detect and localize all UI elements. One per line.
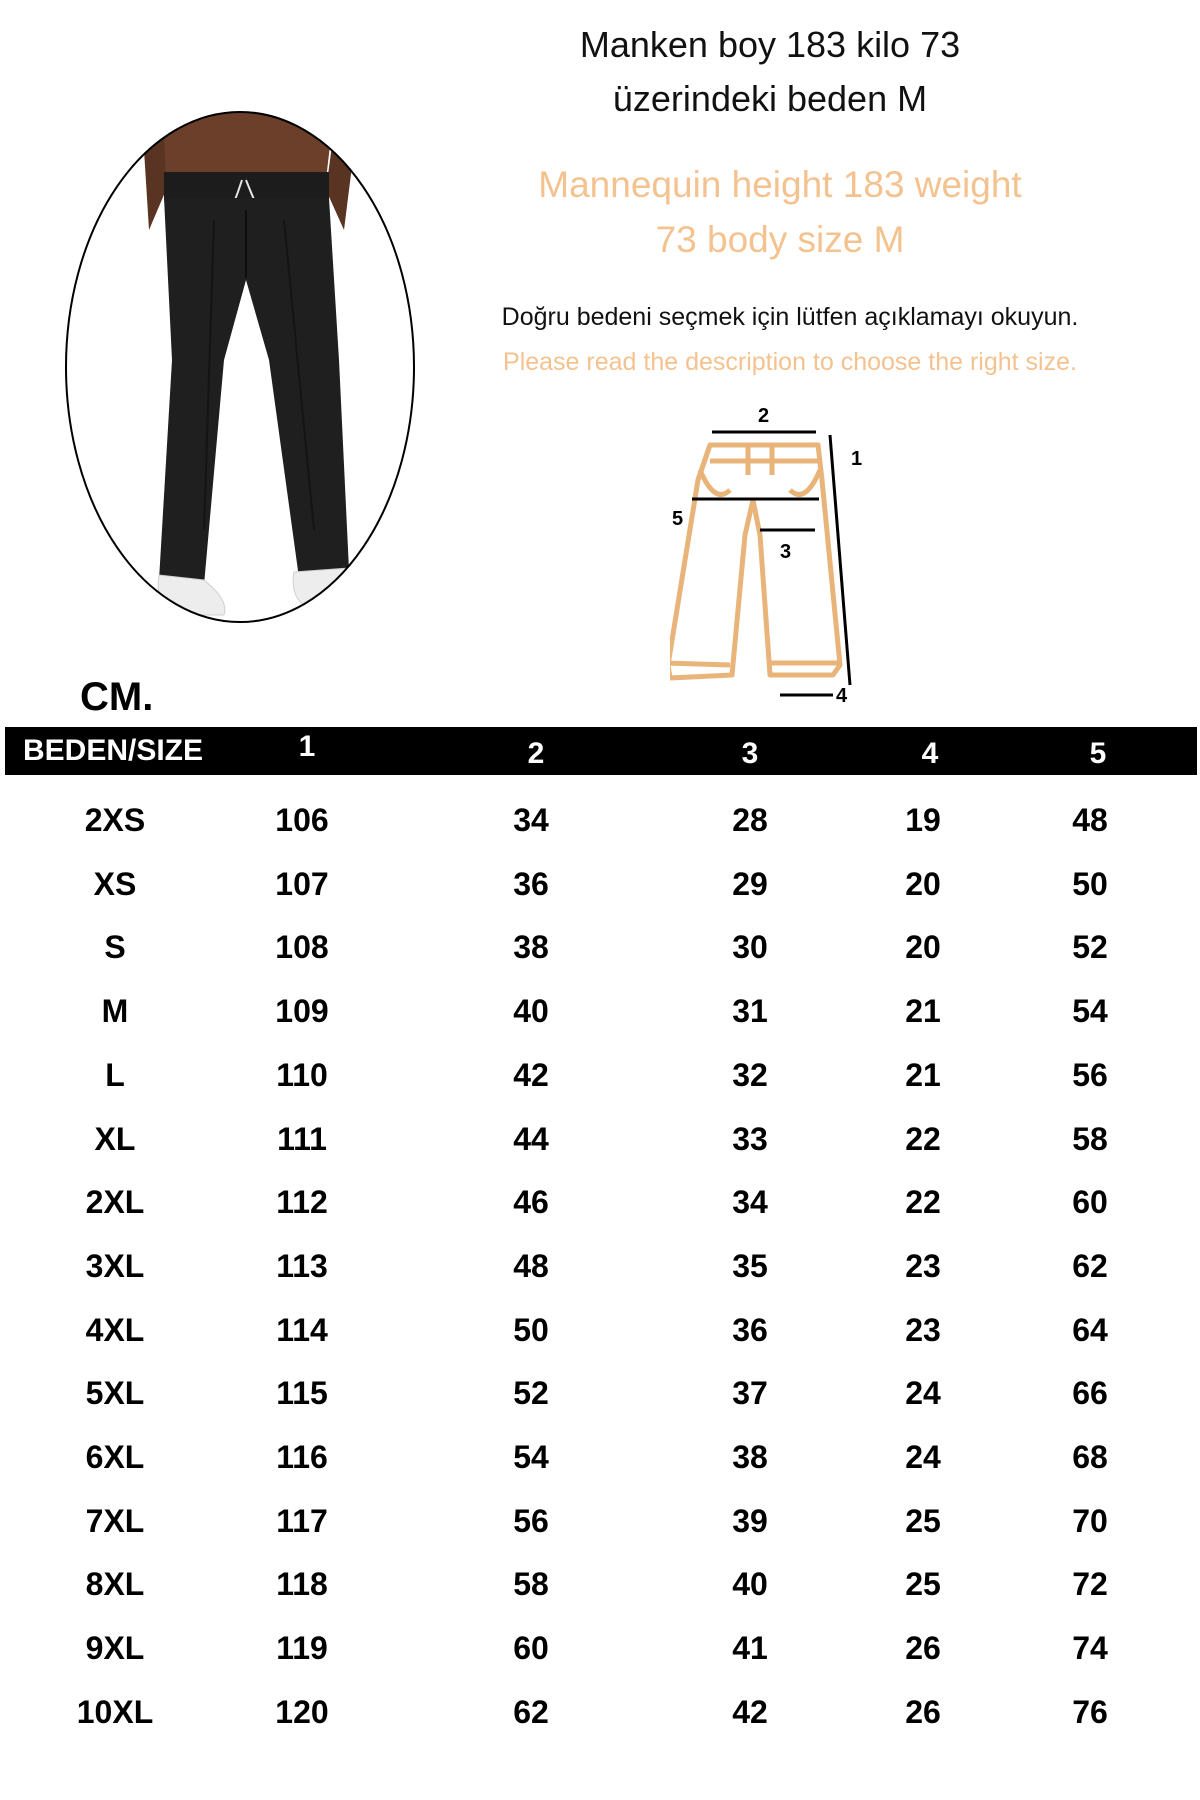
measurement-cell-5: 52 [1072, 929, 1108, 966]
measurement-cell-2: 58 [513, 1566, 549, 1603]
col-header-3: 3 [741, 737, 759, 770]
measurement-cell-4: 21 [905, 1056, 941, 1093]
size-cell: S [104, 929, 126, 966]
size-cell: XL [94, 1120, 136, 1157]
size-note-en: Please read the description to choose the right size. [503, 348, 1077, 376]
measurement-cell-3: 28 [732, 802, 768, 838]
measurement-cell-2: 34 [513, 802, 549, 838]
measurement-cell-3: 42 [732, 1693, 768, 1730]
measurement-cell-4: 26 [905, 1630, 941, 1667]
size-cell: 5XL [85, 1375, 145, 1412]
measurement-cell-4: 26 [905, 1693, 941, 1730]
size-cell: 4XL [85, 1311, 145, 1348]
unit-label: CM. [80, 675, 154, 719]
measurement-cell-2: 62 [513, 1693, 549, 1730]
col-header-size: BEDEN/SIZE [22, 734, 204, 767]
size-cell: 8XL [85, 1566, 145, 1603]
table-row [0, 1241, 1200, 1291]
measurement-cell-2: 42 [513, 1056, 549, 1093]
size-cell: L [105, 1056, 125, 1093]
col-header-1: 1 [298, 730, 316, 763]
measurement-cell-1: 116 [276, 1439, 328, 1475]
measurement-cell-4: 24 [905, 1439, 941, 1475]
diagram-label-4: 4 [836, 685, 848, 707]
measurement-cell-3: 35 [732, 1247, 768, 1284]
model-photo [64, 110, 417, 625]
measurement-cell-5: 56 [1072, 1056, 1108, 1093]
measurement-cell-2: 40 [513, 993, 549, 1030]
measurement-cell-3: 38 [732, 1439, 768, 1475]
measurement-cell-2: 36 [513, 865, 549, 902]
model-info-tr-line1: Manken boy 183 kilo 73 [579, 24, 961, 65]
measurement-cell-5: 72 [1072, 1566, 1108, 1603]
measurement-cell-4: 24 [905, 1375, 941, 1412]
measurement-cell-4: 23 [905, 1247, 941, 1284]
measurement-cell-3: 29 [732, 865, 768, 902]
col-header-4: 4 [921, 737, 939, 770]
table-row [0, 859, 1200, 909]
measurement-cell-1: 106 [275, 802, 329, 838]
model-info-tr-line2: üzerindeki beden M [612, 78, 928, 119]
measurement-cell-2: 52 [513, 1375, 549, 1412]
measurement-cell-2: 50 [513, 1311, 549, 1348]
measurement-cell-2: 48 [513, 1247, 549, 1284]
measurement-cell-1: 111 [277, 1120, 327, 1157]
measurement-cell-1: 113 [276, 1247, 328, 1284]
size-note-tr: Doğru bedeni seçmek için lütfen açıklamayı okuyun. [501, 303, 1079, 331]
table-row [0, 922, 1200, 972]
measurement-cell-5: 76 [1072, 1693, 1108, 1730]
measurement-cell-2: 46 [513, 1184, 549, 1221]
table-row [0, 795, 1200, 845]
measurement-cell-1: 117 [276, 1502, 328, 1539]
size-cell: 10XL [76, 1693, 154, 1730]
table-row [0, 1177, 1200, 1227]
size-cell: M [101, 993, 129, 1030]
model-info-en-line1: Mannequin height 183 weight [538, 164, 1022, 205]
measurement-cell-3: 34 [732, 1184, 768, 1221]
size-cell: 3XL [85, 1247, 145, 1284]
table-row [0, 1432, 1200, 1482]
measurement-cell-3: 33 [732, 1120, 768, 1157]
size-cell: 9XL [85, 1630, 145, 1667]
measurement-cell-2: 56 [513, 1502, 549, 1539]
measurement-cell-3: 39 [732, 1502, 768, 1539]
measurement-cell-2: 54 [513, 1439, 549, 1475]
measurement-cell-2: 38 [513, 929, 549, 966]
measurement-cell-3: 31 [732, 993, 768, 1030]
measurement-cell-1: 112 [276, 1184, 328, 1221]
measurement-cell-2: 44 [513, 1120, 549, 1157]
table-row [0, 986, 1200, 1036]
measurement-cell-5: 58 [1072, 1120, 1108, 1157]
measurement-cell-1: 119 [276, 1630, 328, 1667]
measurement-cell-1: 107 [275, 865, 329, 902]
measurement-cell-4: 19 [905, 802, 941, 838]
measurement-cell-5: 62 [1072, 1247, 1108, 1284]
measurement-cell-1: 108 [275, 929, 329, 966]
size-table-header [5, 727, 1197, 775]
table-row [0, 1114, 1200, 1164]
table-row [0, 1368, 1200, 1418]
measurement-cell-4: 20 [905, 929, 941, 966]
measurement-cell-3: 36 [732, 1311, 768, 1348]
measurement-cell-1: 120 [275, 1693, 329, 1730]
size-cell: XS [93, 865, 137, 902]
size-cell: 6XL [85, 1439, 145, 1475]
diagram-label-5: 5 [672, 508, 684, 530]
pants-measurement-diagram [670, 395, 880, 715]
measurement-cell-3: 37 [732, 1375, 768, 1412]
measurement-cell-5: 66 [1072, 1375, 1108, 1412]
size-cell: 7XL [85, 1502, 145, 1539]
measurement-cell-5: 48 [1072, 802, 1108, 838]
col-header-5: 5 [1089, 737, 1107, 770]
measurement-cell-5: 64 [1072, 1311, 1108, 1348]
size-cell: 2XL [85, 1184, 145, 1221]
size-cell: 2XS [84, 802, 146, 838]
measurement-cell-4: 22 [905, 1184, 941, 1221]
table-row [0, 1623, 1200, 1673]
measurement-cell-4: 21 [905, 993, 941, 1030]
table-row [0, 1305, 1200, 1355]
measurement-cell-1: 118 [276, 1566, 328, 1603]
diagram-label-3: 3 [780, 541, 792, 563]
measurement-cell-5: 68 [1072, 1439, 1108, 1475]
table-row [0, 1687, 1200, 1737]
measurement-cell-3: 40 [732, 1566, 768, 1603]
table-row [0, 1559, 1200, 1609]
model-info-en-line2: 73 body size M [655, 219, 905, 260]
measurement-cell-5: 54 [1072, 993, 1108, 1030]
measurement-cell-2: 60 [513, 1630, 549, 1667]
measurement-cell-3: 41 [732, 1630, 768, 1667]
measurement-cell-1: 110 [276, 1056, 328, 1093]
measurement-cell-5: 60 [1072, 1184, 1108, 1221]
measurement-cell-3: 32 [732, 1056, 768, 1093]
measurement-cell-4: 22 [905, 1120, 941, 1157]
diagram-label-2: 2 [758, 405, 770, 427]
measurement-cell-1: 115 [276, 1375, 328, 1412]
measurement-cell-4: 23 [905, 1311, 941, 1348]
measurement-cell-1: 109 [275, 993, 329, 1030]
measurement-cell-4: 20 [905, 865, 941, 902]
col-header-2: 2 [527, 737, 545, 770]
table-row [0, 1050, 1200, 1100]
table-row [0, 1496, 1200, 1546]
measurement-cell-4: 25 [905, 1566, 941, 1603]
measurement-cell-5: 74 [1072, 1630, 1108, 1667]
measurement-cell-4: 25 [905, 1502, 941, 1539]
diagram-label-1: 1 [851, 448, 863, 470]
measurement-cell-5: 50 [1072, 865, 1108, 902]
measurement-cell-3: 30 [732, 929, 768, 966]
measurement-cell-5: 70 [1072, 1502, 1108, 1539]
measurement-cell-1: 114 [276, 1311, 328, 1348]
